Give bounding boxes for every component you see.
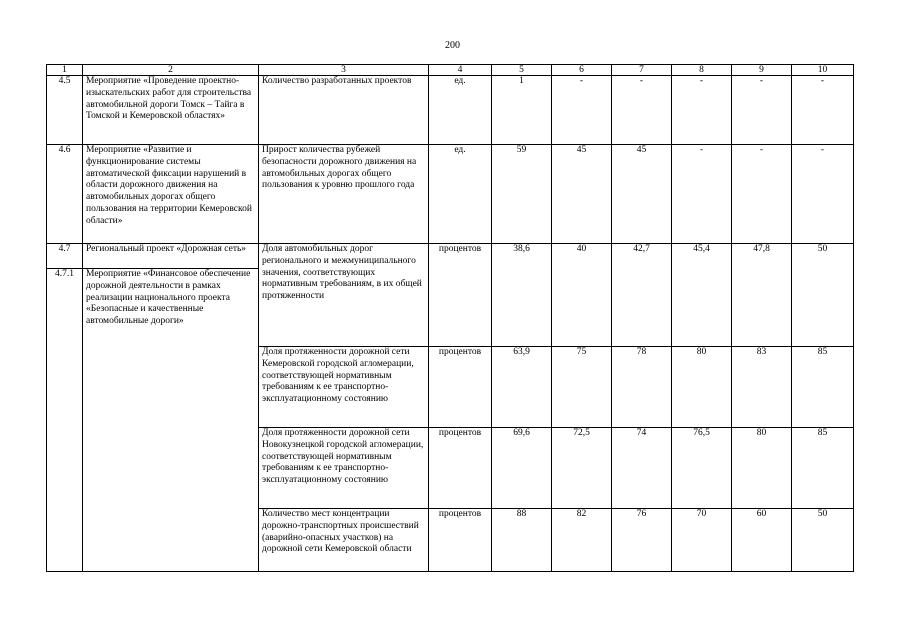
unit: процентов	[429, 347, 492, 428]
value-cell: 50	[792, 244, 854, 347]
column-header: 10	[792, 65, 854, 76]
value-cell: 38,6	[492, 244, 552, 347]
value-cell: -	[612, 76, 672, 145]
value-cell: -	[672, 76, 732, 145]
value-cell: 88	[492, 509, 552, 572]
value-cell: -	[552, 76, 612, 145]
value-cell: 45	[552, 145, 612, 244]
value-cell: 78	[612, 347, 672, 428]
value-cell: 45,4	[672, 244, 732, 347]
column-header: 3	[259, 65, 429, 76]
value-cell: 80	[672, 347, 732, 428]
value-cell: 47,8	[732, 244, 792, 347]
value-cell: 82	[552, 509, 612, 572]
activity-name: Мероприятие «Финансовое обеспечение дорожной деятельности в рамках реализации национального проекта «Безопасные и качественные автомобильные дороги»	[83, 269, 259, 572]
unit: процентов	[429, 428, 492, 509]
indicator-name: Доля протяженности дорожной сети Новокузнецкой городской агломерации, соответствующей нормативным требованиям к ее транспортно-эксплуатационному состоянию	[259, 428, 429, 509]
indicator-name: Количество разработанных проектов	[259, 76, 429, 145]
activity-name: Мероприятие «Развитие и функционирование системы автоматической фиксации нарушений в области дорожного движения на автомобильных дорогах общего пользования на территории Кемеровской области»	[83, 145, 259, 244]
row-id: 4.5	[47, 76, 83, 145]
column-header: 5	[492, 65, 552, 76]
column-header: 4	[429, 65, 492, 76]
project-name: Региональный проект «Дорожная сеть»	[83, 244, 259, 269]
value-cell: 45	[612, 145, 672, 244]
value-cell: 85	[792, 428, 854, 509]
value-cell: 83	[732, 347, 792, 428]
indicator-name: Доля автомобильных дорог регионального и межмуниципального значения, соответствующих нормативным требованиям, в их общей протяженности	[259, 244, 429, 347]
unit: процентов	[429, 509, 492, 572]
table-row	[47, 244, 854, 269]
value-cell: -	[732, 145, 792, 244]
column-header: 8	[672, 65, 732, 76]
value-cell: 40	[552, 244, 612, 347]
column-header: 7	[612, 65, 672, 76]
value-cell: 85	[792, 347, 854, 428]
value-cell: 60	[732, 509, 792, 572]
page-number: 200	[445, 40, 460, 51]
activity-name: Мероприятие «Проведение проектно-изыскательских работ для строительства автомобильной дороги Томск – Тайга в Томской и Кемеровской областях»	[83, 76, 259, 145]
row-id: 4.6	[47, 145, 83, 244]
indicators-table	[46, 64, 854, 572]
value-cell: 1	[492, 76, 552, 145]
value-cell: 63,9	[492, 347, 552, 428]
value-cell: 75	[552, 347, 612, 428]
value-cell: -	[672, 145, 732, 244]
column-header: 6	[552, 65, 612, 76]
row-id: 4.7.1	[47, 269, 83, 572]
header-row	[47, 65, 854, 76]
value-cell: 42,7	[612, 244, 672, 347]
value-cell: 70	[672, 509, 732, 572]
value-cell: -	[792, 145, 854, 244]
indicator-name: Количество мест концентрации дорожно-транспортных происшествий (аварийно-опасных участков) на дорожной сети Кемеровской области	[259, 509, 429, 572]
column-header: 2	[83, 65, 259, 76]
column-header: 9	[732, 65, 792, 76]
value-cell: 76,5	[672, 428, 732, 509]
column-header: 1	[47, 65, 83, 76]
table-row	[47, 76, 854, 145]
indicator-name: Доля протяженности дорожной сети Кемеровской городской агломерации, соответствующей нормативным требованиям к ее транспортно-эксплуатационному состоянию	[259, 347, 429, 428]
value-cell: 69,6	[492, 428, 552, 509]
unit: ед.	[429, 76, 492, 145]
unit: ед.	[429, 145, 492, 244]
value-cell: -	[732, 76, 792, 145]
unit: процентов	[429, 244, 492, 347]
table-row	[47, 145, 854, 244]
value-cell: -	[792, 76, 854, 145]
value-cell: 76	[612, 509, 672, 572]
value-cell: 72,5	[552, 428, 612, 509]
row-id: 4.7	[47, 244, 83, 269]
value-cell: 80	[732, 428, 792, 509]
value-cell: 59	[492, 145, 552, 244]
indicator-name: Прирост количества рубежей безопасности дорожного движения на автомобильных дорогах общего пользования к уровню прошлого года	[259, 145, 429, 244]
value-cell: 74	[612, 428, 672, 509]
value-cell: 50	[792, 509, 854, 572]
